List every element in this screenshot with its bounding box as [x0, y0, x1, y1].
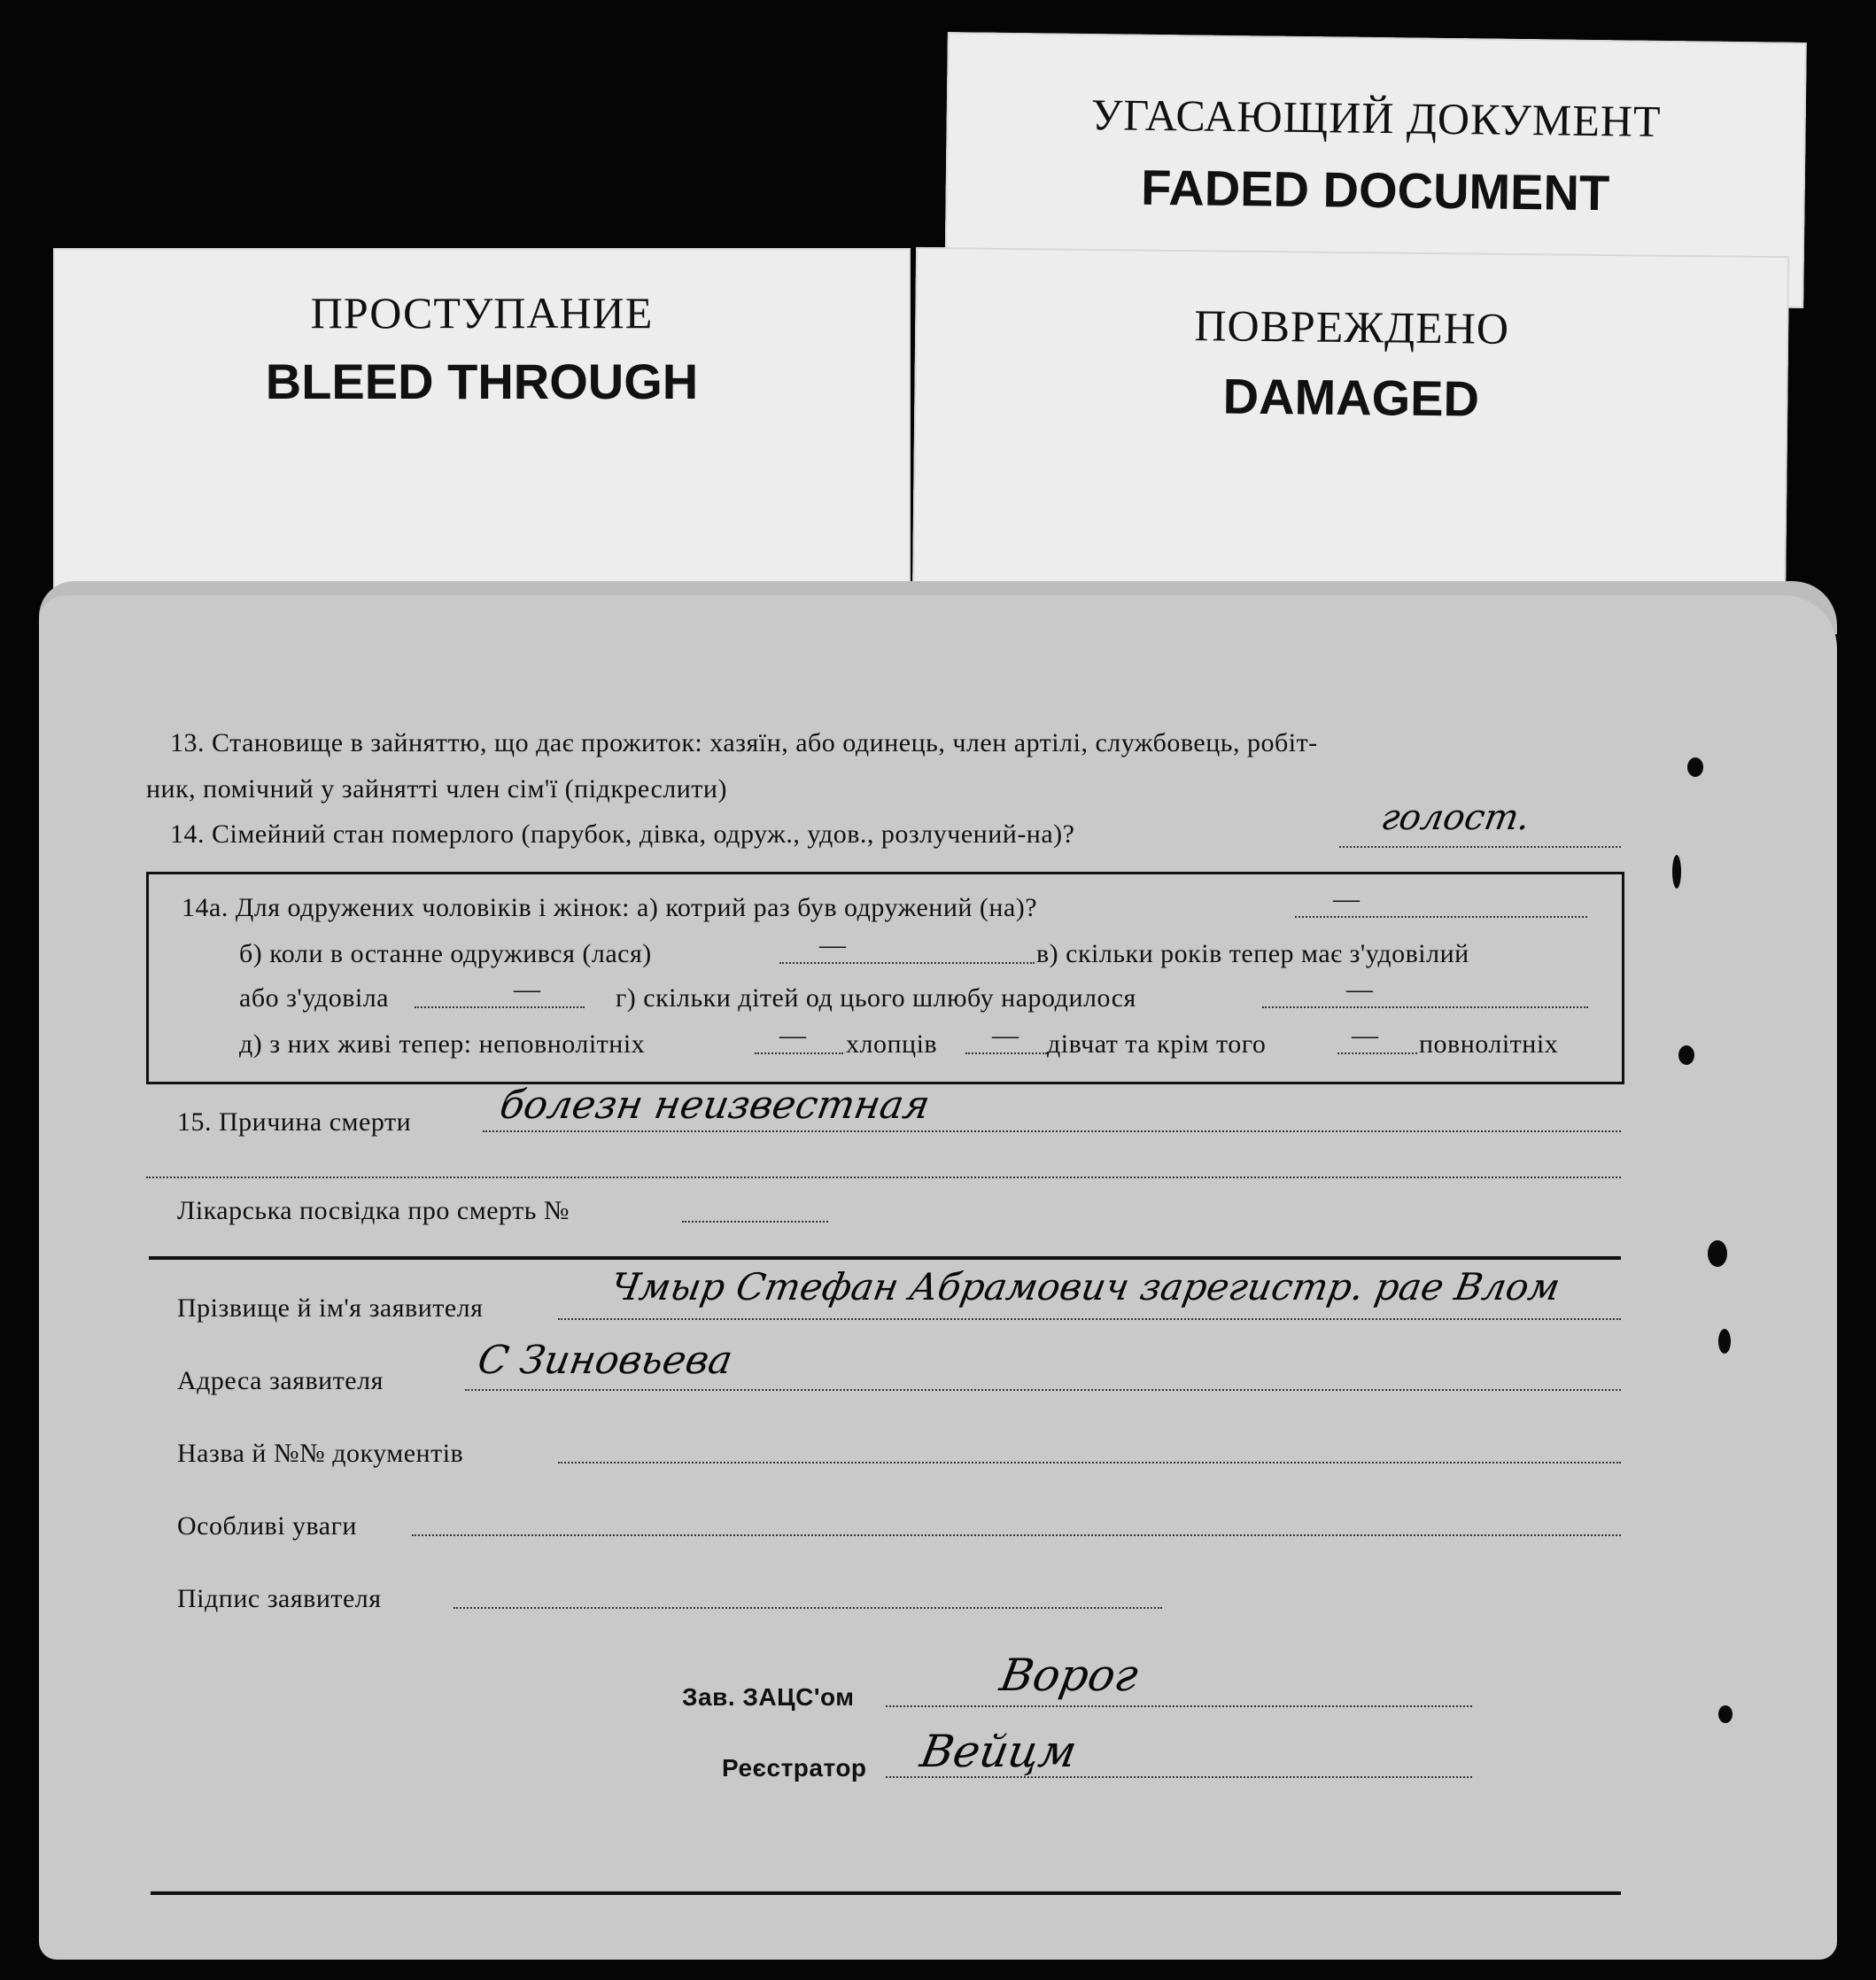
- documents-line: [558, 1462, 1621, 1464]
- q13-line1: 13. Становище в зайняттю, що дає прожиток: хазяїн, або одинець, член артілі, службовець, робіт-: [170, 728, 1318, 757]
- q14a-b-line: [779, 962, 1035, 964]
- q14a-line4a: д) з них живі тепер: неповнолітніх: [239, 1029, 646, 1059]
- damage-hole: [1718, 1329, 1731, 1354]
- signature-line: [453, 1607, 1162, 1609]
- q14a-d3-answer: —: [1352, 1021, 1379, 1050]
- q15-label: 15. Причина смерти: [177, 1107, 412, 1137]
- applicant-name-answer: Чмыр Стефан Абрамович зарегистр. рае Влом: [607, 1265, 1563, 1308]
- bleed-en-label: BLEED THROUGH: [265, 353, 699, 409]
- q14a-d2-line: [965, 1052, 1047, 1054]
- q14a-line3a: або з'удовіла: [239, 983, 389, 1013]
- applicant-name-line: [558, 1318, 1621, 1320]
- q14a-g-line: [1262, 1006, 1588, 1008]
- head-label: Зав. ЗАЦС'ом: [682, 1683, 855, 1711]
- q14a-line2b: в) скільки років тепер має з'удовілий: [1036, 939, 1469, 968]
- bottom-rule: [151, 1891, 1621, 1895]
- documents-label: Назва й №№ документів: [177, 1439, 464, 1468]
- faded-ru-label: УГАСАЮЩИЙ ДОКУМЕНТ: [1090, 89, 1662, 146]
- damaged-en-label: DAMAGED: [1222, 368, 1480, 427]
- remarks-line: [412, 1534, 1621, 1536]
- q14a-v-answer: —: [514, 974, 541, 1004]
- applicant-address-answer: С Зиновьева: [474, 1338, 736, 1383]
- remarks-label: Особливі уваги: [177, 1511, 357, 1541]
- q14a-line4c: дівчат та крім того: [1047, 1029, 1267, 1059]
- medical-cert-label: Лікарська посвідка про смерть №: [177, 1196, 570, 1225]
- medical-cert-line: [682, 1221, 828, 1223]
- applicant-name-label: Прізвище й ім'я заявителя: [177, 1293, 484, 1323]
- q13-line2: ник, помічний у зайнятті член сім'ї (підкреслити): [146, 774, 727, 804]
- damaged-ru-label: ПОВРЕЖДЕНО: [1194, 300, 1510, 353]
- damage-hole: [1708, 1240, 1727, 1267]
- bleed-through-card: [53, 248, 911, 602]
- q14a-d1-answer: —: [779, 1021, 807, 1050]
- q14a-d2-answer: —: [992, 1021, 1019, 1050]
- section-divider: [149, 1256, 1621, 1260]
- q15-answer: болезн неизвестная: [496, 1083, 934, 1128]
- damage-hole: [1678, 1045, 1694, 1065]
- q14a-b-answer: —: [819, 930, 847, 959]
- q15-extra-line: [146, 1176, 1621, 1178]
- q14a-a-line: [1295, 916, 1587, 918]
- bleed-ru-label: ПРОСТУПАНИЕ: [310, 288, 654, 338]
- q14a-g-answer: —: [1346, 974, 1374, 1004]
- q14a-line4d: повнолітніх: [1419, 1029, 1559, 1059]
- registrar-signature: Вейцм: [916, 1726, 1081, 1777]
- head-signature: Ворог: [996, 1650, 1143, 1701]
- head-signature-line: [886, 1705, 1472, 1707]
- applicant-address-line: [465, 1389, 1621, 1391]
- q14a-line1: 14а. Для одружених чоловіків і жінок: а) котрий раз був одружений (на)?: [182, 893, 1038, 922]
- q14a-v-line: [415, 1006, 585, 1008]
- q14a-line4b: хлопців: [846, 1029, 938, 1059]
- q14-answer: голост.: [1377, 797, 1533, 838]
- damage-tear: [1672, 855, 1681, 889]
- q14a-d3-line: [1337, 1052, 1417, 1054]
- q14a-line3b: г) скільки дітей од цього шлюбу народилося: [616, 983, 1136, 1013]
- q14-answer-line: [1339, 846, 1621, 848]
- signature-label: Підпис заявителя: [177, 1584, 382, 1613]
- damage-hole: [1687, 757, 1703, 777]
- q14a-line2a: б) коли в останне одружився (лася): [239, 939, 652, 968]
- applicant-address-label: Адреса заявителя: [177, 1366, 384, 1395]
- registrar-label: Реєстратор: [722, 1754, 867, 1782]
- faded-en-label: FADED DOCUMENT: [1140, 159, 1610, 221]
- q14a-a-answer: —: [1333, 884, 1360, 913]
- damaged-card: [912, 247, 1789, 610]
- q14a-d1-line: [755, 1052, 843, 1054]
- damage-hole: [1718, 1705, 1733, 1723]
- q15-answer-line: [483, 1130, 1621, 1132]
- q14-label: 14. Сімейний стан померлого (парубок, дівка, одруж., удов., розлучений-на)?: [170, 819, 1075, 849]
